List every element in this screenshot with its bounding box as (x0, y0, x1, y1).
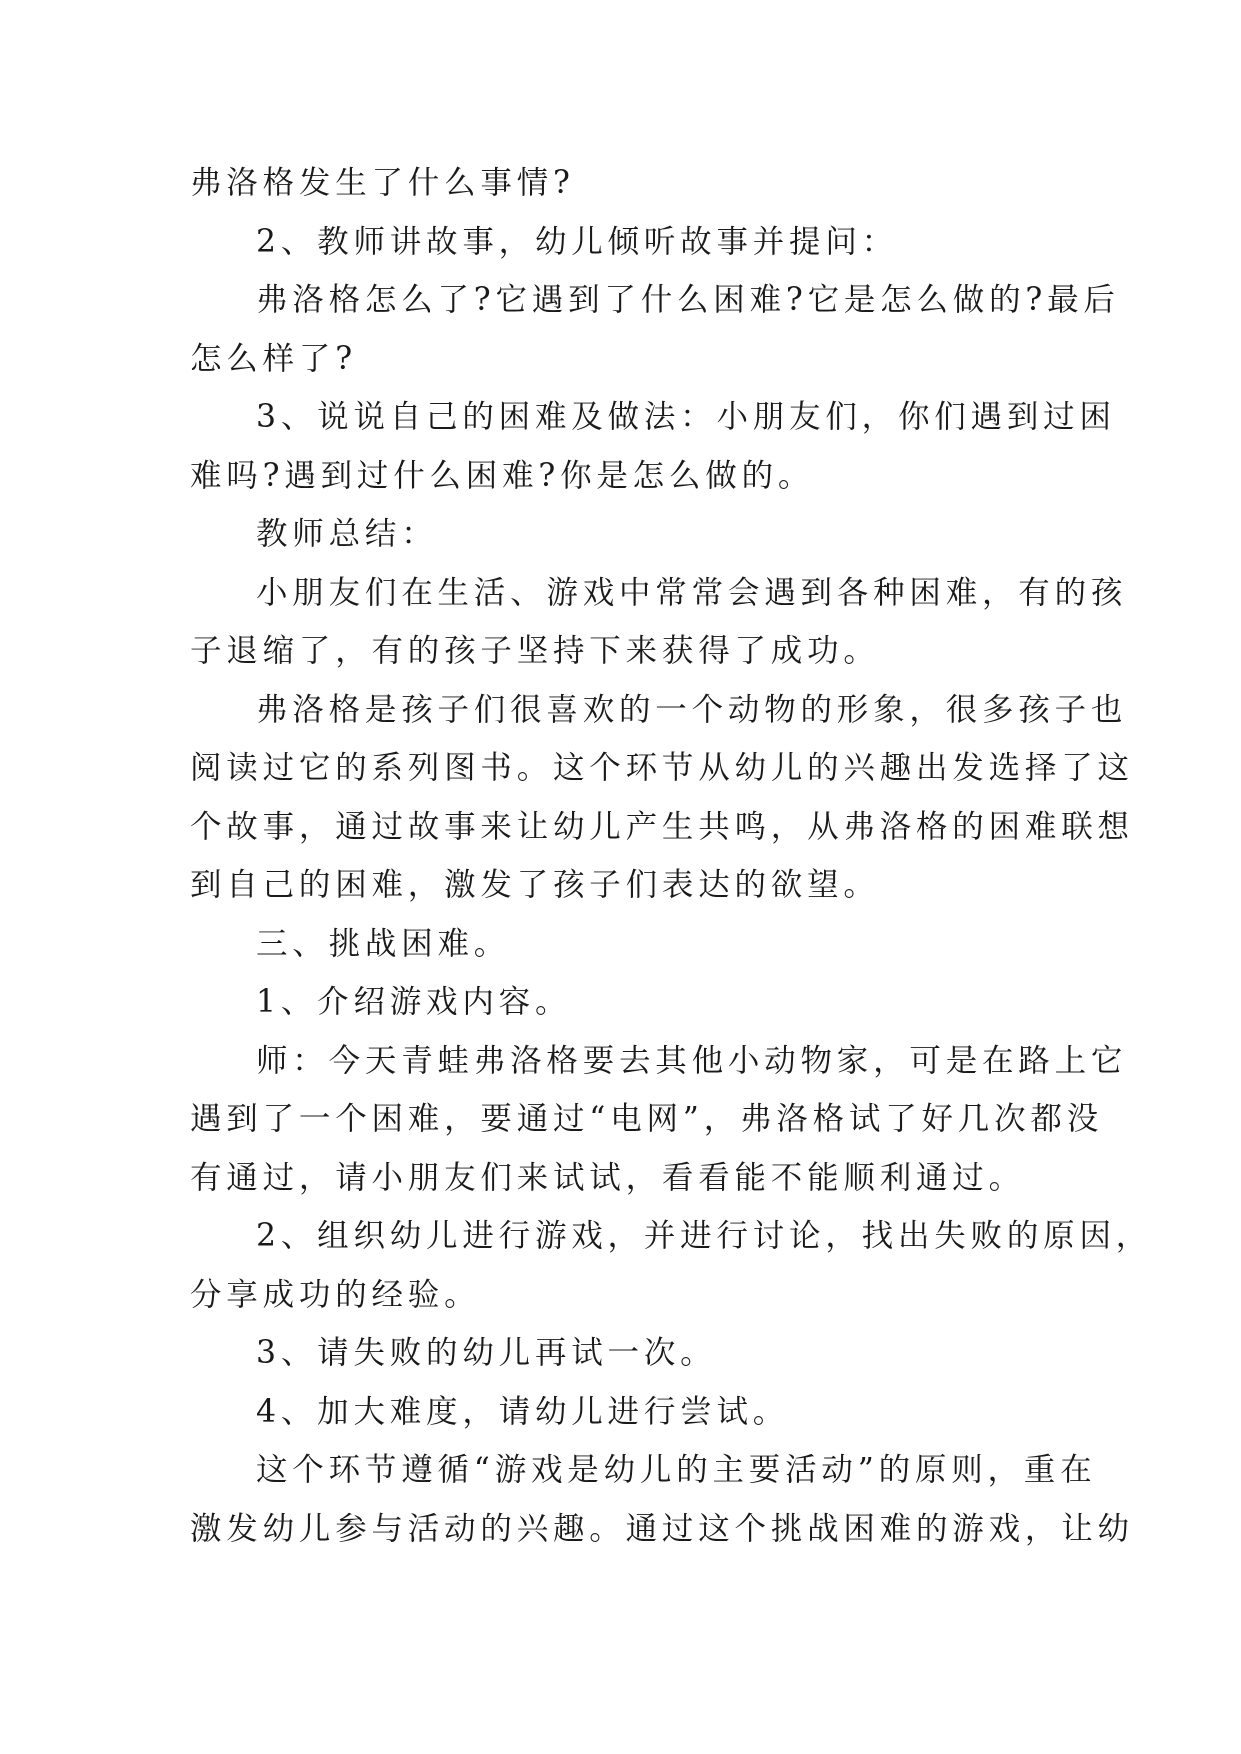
text-line: 弗洛格发生了什么事情? (190, 165, 575, 201)
text-line: 到自己的困难，激发了孩子们表达的欲望。 (190, 867, 880, 903)
text-line: 个故事，通过故事来让幼儿产生共鸣，从弗洛格的困难联想 (190, 808, 1134, 845)
text-line: 2、组织幼儿进行游戏，并进行讨论，找出失败的原因， (256, 1218, 1153, 1254)
text-line: 4、加大难度，请幼儿进行尝试。 (256, 1393, 790, 1430)
text-line: 分享成功的经验。 (190, 1276, 481, 1313)
text-line: 三、挑战困难。 (256, 925, 511, 962)
text-line: 有通过，请小朋友们来试试，看看能不能顺利通过。 (190, 1159, 1025, 1196)
text-line: 小朋友们在生活、游戏中常常会遇到各种困难，有的孩 (256, 574, 1128, 611)
text-line: 师：今天青蛙弗洛格要去其他小动物家，可是在路上它 (256, 1042, 1128, 1079)
text-line: 1、介绍游戏内容。 (256, 984, 572, 1020)
text-line: 3、说说自己的困难及做法：小朋友们，你们遇到过困 (256, 399, 1116, 435)
text-line: 怎么样了? (190, 340, 357, 377)
text-line: 教师总结： (256, 516, 438, 552)
text-line: 阅读过它的系列图书。这个环节从幼儿的兴趣出发选择了这 (190, 750, 1134, 786)
text-line: 激发幼儿参与活动的兴趣。通过这个挑战困难的游戏，让幼 (190, 1510, 1134, 1547)
text-line: 弗洛格是孩子们很喜欢的一个动物的形象，很多孩子也 (256, 691, 1128, 728)
text-line: 弗洛格怎么了?它遇到了什么困难?它是怎么做的?最后 (256, 282, 1120, 318)
document-body (190, 154, 1153, 1558)
text-line: 遇到了一个困难，要通过“电网”，弗洛格试了好几次都没 (190, 1101, 1104, 1137)
text-line: 子退缩了，有的孩子坚持下来获得了成功。 (190, 633, 880, 669)
text-line: 难吗?遇到过什么困难?你是怎么做的。 (190, 457, 815, 494)
text-line: 3、请失败的幼儿再试一次。 (256, 1335, 717, 1371)
text-line: 这个环节遵循“游戏是幼儿的主要活动”的原则，重在 (256, 1452, 1097, 1488)
text-line: 2、教师讲故事，幼儿倾听故事并提问： (256, 223, 898, 260)
